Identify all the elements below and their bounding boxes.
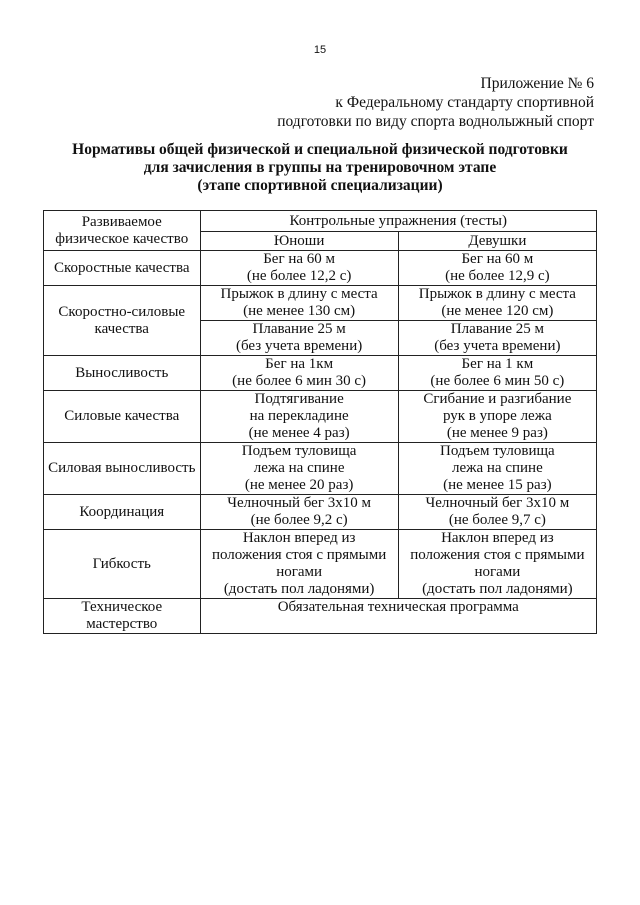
quality-text: Скоростно-силовые — [58, 303, 186, 320]
test-text: положения стоя с прямыми — [211, 547, 387, 563]
test-text: (без учета времени) — [236, 338, 363, 354]
test-cell-girls — [398, 286, 596, 321]
test-text: лежа на спине — [253, 460, 345, 476]
test-cell-girls — [398, 356, 596, 391]
quality-cell — [44, 286, 201, 356]
test-text: (не более 12,2 с) — [246, 268, 352, 284]
appendix-line: к Федеральному стандарту спортивной — [335, 94, 594, 111]
test-text: (не менее 4 раз) — [248, 425, 350, 441]
quality-text: Выносливость — [75, 364, 169, 381]
test-text: (не более 12,9 с) — [445, 268, 550, 284]
test-text: (не более 6 мин 30 с) — [232, 373, 367, 389]
test-cell-boys — [200, 286, 398, 321]
test-text: Обязательная техническая программа — [277, 599, 519, 615]
header-quality — [44, 211, 201, 251]
table-row — [44, 495, 597, 530]
table-header-row — [44, 211, 597, 232]
table-row — [44, 286, 597, 321]
test-text: лежа на спине — [451, 460, 543, 476]
quality-text: качества — [94, 320, 149, 337]
header-tests: Контрольные упражнения (тесты) — [200, 211, 597, 232]
test-text: (без учета времени) — [434, 338, 561, 354]
test-text: Бег на 60 м — [263, 251, 336, 267]
table-row — [44, 391, 597, 443]
document-title — [0, 141, 640, 195]
quality-text: Силовые качества — [64, 408, 180, 424]
test-text: (достать пол ладонями) — [223, 581, 375, 597]
test-cell-girls — [398, 443, 596, 495]
quality-cell — [44, 356, 201, 391]
test-text: (не менее 20 раз) — [244, 477, 354, 493]
page-number: 15 — [313, 44, 327, 56]
test-cell-boys — [200, 530, 398, 599]
appendix-line: Приложение № 6 — [480, 75, 594, 92]
test-text: положения стоя с прямыми — [410, 547, 585, 563]
appendix-note — [277, 74, 594, 131]
test-text: Подъем туловища — [241, 443, 357, 459]
test-cell-girls — [398, 391, 596, 443]
test-cell-girls — [398, 530, 596, 599]
header-girls: Девушки — [398, 232, 596, 251]
test-text: Челночный бег 3х10 м — [227, 495, 371, 511]
quality-cell — [44, 530, 201, 599]
test-text: ногами — [474, 564, 521, 580]
table-row — [44, 251, 597, 286]
appendix-line: подготовки по виду спорта воднолыжный спорт — [277, 113, 594, 130]
test-text: (не более 9,7 с) — [448, 512, 546, 528]
test-text: (не менее 120 см) — [441, 303, 554, 319]
test-text: Плавание 25 м — [450, 321, 544, 337]
title-line: для зачисления в группы на тренировочном этапе — [143, 159, 497, 176]
test-cell-girls — [398, 321, 596, 356]
test-text: Наклон вперед из — [242, 530, 356, 546]
test-cell-boys — [200, 356, 398, 391]
quality-text: Гибкость — [92, 555, 151, 572]
title-line: (этапе спортивной специализации) — [197, 177, 443, 194]
quality-cell — [44, 599, 201, 634]
test-text: Бег на 1 км — [461, 356, 534, 372]
test-text: ногами — [276, 564, 323, 580]
test-text: рук в упоре лежа — [442, 408, 552, 424]
test-text: Подтягивание — [254, 391, 344, 407]
test-text: Подъем туловища — [440, 443, 555, 459]
test-text: Бег на 60 м — [461, 251, 534, 267]
quality-cell — [44, 443, 201, 495]
test-cell-boys — [200, 251, 398, 286]
test-cell-girls — [398, 495, 596, 530]
test-text: Прыжок в длину с места — [418, 286, 576, 302]
test-text: на перекладине — [249, 408, 349, 424]
test-text: (не менее 15 раз) — [443, 477, 552, 493]
title-line: Нормативы общей физической и специальной физической подготовки — [72, 141, 568, 158]
table-row — [44, 356, 597, 391]
test-text: Челночный бег 3х10 м — [425, 495, 570, 511]
quality-cell — [44, 391, 201, 443]
test-text: Плавание 25 м — [252, 321, 346, 337]
test-cell-both — [200, 599, 597, 634]
test-text: Наклон вперед из — [441, 530, 554, 546]
test-cell-boys — [200, 443, 398, 495]
test-text: (не менее 130 см) — [243, 303, 356, 319]
test-text: Бег на 1км — [265, 356, 334, 372]
test-text: Сгибание и разгибание — [423, 391, 572, 407]
test-text: Прыжок в длину с места — [220, 286, 378, 302]
header-quality-line: физическое качество — [55, 230, 189, 247]
quality-text: Силовая выносливость — [48, 460, 196, 476]
test-text: (достать пол ладонями) — [422, 581, 573, 597]
quality-text: Техническое — [81, 599, 163, 615]
table-row — [44, 530, 597, 599]
test-text: (не более 6 мин 50 с) — [430, 373, 565, 389]
test-text: (не менее 9 раз) — [446, 425, 548, 441]
header-quality-line: Развиваемое — [81, 213, 162, 230]
test-cell-boys — [200, 391, 398, 443]
test-text: (не более 9,2 с) — [250, 512, 348, 528]
quality-text: Скоростные качества — [53, 259, 190, 276]
quality-text: мастерство — [86, 616, 158, 632]
test-cell-boys — [200, 321, 398, 356]
quality-text: Координация — [79, 503, 165, 520]
norms-table — [43, 210, 597, 634]
quality-cell — [44, 251, 201, 286]
table-row — [44, 599, 597, 634]
test-cell-girls — [398, 251, 596, 286]
quality-cell — [44, 495, 201, 530]
table-row — [44, 443, 597, 495]
header-boys: Юноши — [200, 232, 398, 251]
test-cell-boys — [200, 495, 398, 530]
